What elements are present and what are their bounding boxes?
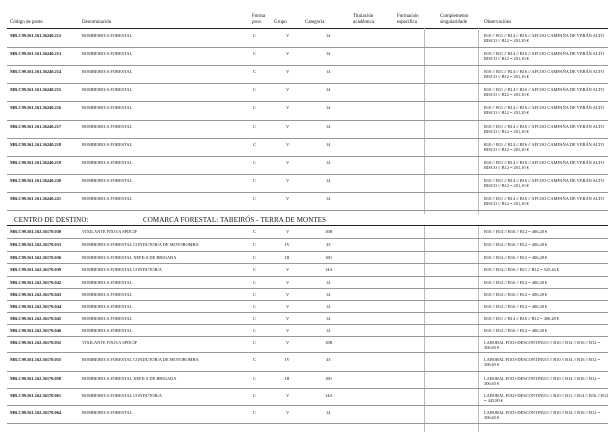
cell-forma: C: [253, 105, 256, 110]
cell-forma: C: [253, 196, 256, 201]
cell-codigo: MR.C99.561.162.36170.030: [10, 229, 62, 234]
cell-forma: C: [253, 69, 256, 74]
cell-observaciones: B10 // B14 // B16 // B12 = 406,28 €: [484, 292, 548, 297]
cell-observaciones: LABORAL FIXO-DESCONTINUO // B10 // B14 // B16 // B12 = 306,65 €: [484, 410, 600, 420]
cell-forma: C: [253, 267, 256, 272]
cell-observaciones: LABORAL FIXO-DESCONTINUO // B10 // B14 // B16 // B12 = 306,65 €: [484, 340, 600, 350]
cell-forma: C: [253, 178, 256, 183]
row-divider: [7, 324, 608, 325]
header-complemento-2: singularidade: [440, 20, 467, 25]
cell-categoria: 14: [326, 196, 331, 201]
cell-observaciones: B10 // B11 // B14 // B16 // AFCOO CAMPAÑA DE VERÁN ALTO RISCO // B12 = 201,10 €: [484, 51, 604, 61]
row-divider: [7, 156, 608, 157]
cell-categoria: 14: [326, 304, 331, 309]
header-formacion-1: Formación: [397, 14, 419, 19]
cell-forma: C: [253, 87, 256, 92]
cell-codigo: MR.C99.561.161.36240.221: [10, 196, 62, 201]
row-divider: [7, 312, 608, 313]
centro-destino-label: CENTRO DE DESTINO:: [14, 216, 89, 224]
cell-forma: C: [253, 410, 256, 415]
cell-codigo: MR.C99.561.162.36170.046: [10, 328, 62, 333]
cell-forma: C: [253, 33, 256, 38]
cell-categoria: 14: [326, 142, 331, 147]
cell-denominacion: BOMBEIRO/A FORESTAL: [82, 178, 133, 183]
row-divider: [7, 83, 608, 84]
cell-grupo: V: [286, 280, 290, 285]
cell-denominacion: BOMBEIRO/A FORESTAL: [82, 316, 133, 321]
cell-denominacion: BOMBEIRO/A FORESTAL: [82, 142, 133, 147]
cell-forma: C: [253, 242, 256, 247]
cell-grupo: V: [286, 316, 290, 321]
cell-grupo: V: [286, 229, 290, 234]
cell-categoria: 14: [326, 178, 331, 183]
cell-observaciones: B10 // B14 // B16 // B12 = 406,28 €: [484, 280, 548, 285]
header-observaciones: Observacións: [484, 20, 512, 25]
row-divider: [7, 192, 608, 193]
cell-grupo: V: [286, 196, 290, 201]
row-divider: [7, 174, 608, 175]
row-divider: [7, 336, 608, 337]
cell-codigo: MR.C99.561.162.36170.064: [10, 410, 62, 415]
column-divider: [424, 28, 425, 214]
cell-categoria: 10B: [325, 340, 333, 345]
cell-forma: C: [253, 316, 256, 321]
row-divider: [7, 101, 608, 102]
cell-forma: C: [253, 304, 256, 309]
row-divider: [7, 120, 608, 121]
cell-grupo: V: [286, 105, 290, 110]
cell-categoria: 14: [326, 87, 331, 92]
cell-denominacion: BOMBEIRO/A FORESTAL: [82, 69, 133, 74]
cell-codigo: MR.C99.561.162.36170.036: [10, 255, 62, 260]
cell-categoria: 14A: [325, 393, 333, 398]
cell-denominacion: BOMBEIRO/A FORESTAL: [82, 410, 133, 415]
cell-observaciones: LABORAL FIXO-DESCONTINUO // B10 // B14 // B16 // B12 = 306,65 €: [484, 357, 600, 367]
cell-observaciones: B10 // B14 // B16 // B12 = 406,28 €: [484, 229, 548, 234]
cell-denominacion: BOMBEIRO/A FORESTAL: [82, 87, 133, 92]
row-divider: [7, 371, 608, 372]
row-divider: [7, 263, 608, 264]
header-titulacion-2: académica: [353, 20, 375, 25]
cell-denominacion: BOMBEIRO/A FORESTAL: [82, 33, 133, 38]
cell-forma: C: [253, 280, 256, 285]
header-complemento-1: Complemento: [440, 14, 469, 19]
cell-denominacion: BOMBEIRO/A FORESTAL: [82, 196, 133, 201]
cell-codigo: MR.C99.561.162.36170.052: [10, 340, 62, 345]
cell-denominacion: BOMBEIRO/A FORESTAL CONDUTOR/A: [82, 393, 162, 398]
cell-observaciones: B10 // B11 // B14 // B16 // AFCOO CAMPAÑA DE VERÁN ALTO RISCO // B12 = 201,10 €: [484, 33, 604, 43]
row-divider: [7, 276, 608, 277]
cell-observaciones: B10 // B11 // B14 // B16 // AFCOO CAMPAÑA DE VERÁN ALTO RISCO // B12 = 201,10 €: [484, 142, 604, 152]
row-divider: [7, 238, 608, 239]
cell-denominacion: BOMBEIRO/A FORESTAL: [82, 160, 133, 165]
cell-grupo: V: [286, 87, 290, 92]
cell-codigo: MR.C99.561.161.36240.217: [10, 124, 62, 129]
cell-categoria: 33: [326, 357, 331, 362]
cell-forma: C: [253, 357, 256, 362]
header-grupo: Grupo: [274, 20, 287, 25]
header-formacion-2: específica: [397, 20, 417, 25]
cell-denominacion: BOMBEIRO/A FORESTAL CONDUTOR/A DE MOTOBOMBA: [82, 357, 199, 362]
cell-grupo: III: [285, 255, 290, 260]
row-divider: [7, 405, 608, 406]
cell-forma: C: [253, 160, 256, 165]
cell-forma: C: [253, 229, 256, 234]
row-divider: [7, 47, 608, 48]
cell-grupo: III: [285, 376, 290, 381]
cell-grupo: V: [286, 292, 290, 297]
cell-observaciones: LABORAL FIXO-DESCONTINUO // B10 // B14 // B16 // B12 = 306,65 €: [484, 376, 600, 386]
cell-denominacion: BOMBEIRO/A FORESTAL CONDUTOR/A DE MOTOBOMBA: [82, 242, 199, 247]
cell-observaciones: B10 // B14 // B16 // B12 = 406,28 €: [484, 242, 548, 247]
cell-codigo: MR.C99.561.162.36170.033: [10, 242, 62, 247]
cell-forma: C: [253, 255, 256, 260]
cell-observaciones: B10 // B11 // B14 // B16 // B12 = 406,28 €: [484, 316, 560, 321]
cell-observaciones: B10 // B14 // B16 // B11 // B12 = 525,44 €: [484, 267, 560, 272]
cell-observaciones: B10 // B14 // B16 // B12 = 406,28 €: [484, 328, 548, 333]
cell-categoria: 14: [326, 105, 331, 110]
cell-denominacion: BOMBEIRO/A FORESTAL: [82, 304, 133, 309]
cell-grupo: V: [286, 410, 290, 415]
cell-denominacion: BOMBEIRO/A FORESTAL: [82, 124, 133, 129]
cell-categoria: 14: [326, 410, 331, 415]
cell-observaciones: B10 // B14 // B16 // B12 = 406,28 €: [484, 255, 548, 260]
header-categoria: Categoría: [305, 20, 325, 25]
cell-grupo: V: [286, 267, 290, 272]
cell-codigo: MR.C99.561.161.36240.215: [10, 87, 62, 92]
cell-observaciones: B10 // B11 // B14 // B16 // AFCOO CAMPAÑA DE VERÁN ALTO RISCO // B12 = 201,10 €: [484, 124, 604, 134]
cell-forma: C: [253, 393, 256, 398]
cell-denominacion: BOMBEIRO/A FORESTAL XEFE/A DE BRIGADA: [82, 255, 177, 260]
row-divider: [7, 423, 608, 424]
row-divider: [7, 288, 608, 289]
cell-codigo: MR.C99.561.162.36170.058: [10, 376, 62, 381]
cell-observaciones: B10 // B11 // B14 // B16 // AFCOO CAMPAÑA DE VERÁN ALTO RISCO // B12 = 201,10 €: [484, 69, 604, 79]
cell-denominacion: BOMBEIRO/A FORESTAL CONDUTOR/A: [82, 267, 162, 272]
cell-observaciones: B10 // B11 // B14 // B16 // AFCOO CAMPAÑA DE VERÁN ALTO RISCO // B12 = 201,10 €: [484, 87, 604, 97]
cell-codigo: MR.C99.561.161.36240.218: [10, 142, 62, 147]
centro-divider: [7, 225, 608, 226]
cell-grupo: V: [286, 142, 290, 147]
cell-denominacion: BOMBEIRO/A FORESTAL XEFE/A DE BRIGADA: [82, 376, 177, 381]
cell-codigo: MR.C99.561.162.36170.045: [10, 316, 62, 321]
cell-forma: C: [253, 124, 256, 129]
cell-observaciones: LABORAL FIXO-DESCONTINUO // B10 // B11 // B14 // B16 // B12 = 445,80 €: [484, 393, 609, 403]
cell-grupo: V: [286, 340, 290, 345]
cell-categoria: 14: [326, 292, 331, 297]
header-codigo: Código de posto: [10, 20, 43, 25]
cell-grupo: V: [286, 124, 290, 129]
cell-codigo: MR.C99.561.161.36240.220: [10, 178, 62, 183]
column-divider: [424, 226, 425, 432]
cell-forma: C: [253, 292, 256, 297]
cell-denominacion: VIXILANTE FIXO/A SPDCIF: [82, 340, 138, 345]
cell-codigo: MR.C99.561.162.36170.039: [10, 267, 62, 272]
header-denominacion: Denominación: [82, 20, 112, 25]
row-divider: [7, 251, 608, 252]
cell-observaciones: B10 // B11 // B14 // B16 // AFCOO CAMPAÑA DE VERÁN ALTO RISCO // B12 = 201,10 €: [484, 160, 604, 170]
cell-grupo: V: [286, 328, 290, 333]
header-forma-1: Forma: [252, 14, 266, 19]
cell-observaciones: B10 // B11 // B14 // B16 // AFCOO CAMPAÑA DE VERÁN ALTO RISCO // B12 = 201,10 €: [484, 178, 604, 188]
row-divider: [7, 300, 608, 301]
cell-categoria: 14: [326, 51, 331, 56]
cell-observaciones: B10 // B11 // B14 // B16 // AFCOO CAMPAÑA DE VERÁN ALTO RISCO // B12 = 201,10 €: [484, 105, 604, 115]
cell-categoria: 100: [325, 376, 332, 381]
cell-grupo: V: [286, 69, 290, 74]
column-divider: [478, 226, 479, 432]
cell-denominacion: VIXILANTE FIXO/A SPDCIF: [82, 229, 138, 234]
cell-codigo: MR.C99.561.161.36240.213: [10, 51, 62, 56]
cell-categoria: 14: [326, 160, 331, 165]
cell-grupo: V: [286, 304, 290, 309]
cell-forma: C: [253, 142, 256, 147]
cell-denominacion: BOMBEIRO/A FORESTAL: [82, 280, 133, 285]
cell-denominacion: BOMBEIRO/A FORESTAL: [82, 51, 133, 56]
cell-codigo: MR.C99.561.162.36170.042: [10, 280, 62, 285]
header-forma-2: prov.: [252, 20, 263, 25]
column-divider: [478, 28, 479, 214]
cell-categoria: 100: [325, 255, 332, 260]
cell-codigo: MR.C99.561.162.36170.055: [10, 357, 62, 362]
cell-observaciones: B10 // B11 // B14 // B16 // AFCOO CAMPAÑA DE VERÁN ALTO RISCO // B12 = 201,10 €: [484, 196, 604, 206]
cell-observaciones: B10 // B14 // B16 // B12 = 406,28 €: [484, 304, 548, 309]
cell-codigo: MR.C99.561.161.36240.219: [10, 160, 62, 165]
cell-categoria: 33: [326, 242, 331, 247]
cell-grupo: V: [286, 178, 290, 183]
row-divider: [7, 352, 608, 353]
cell-grupo: IV: [285, 357, 290, 362]
row-divider: [7, 138, 608, 139]
cell-categoria: 14: [326, 280, 331, 285]
cell-codigo: MR.C99.561.162.36170.061: [10, 393, 62, 398]
cell-categoria: 10B: [325, 229, 333, 234]
cell-denominacion: BOMBEIRO/A FORESTAL: [82, 328, 133, 333]
cell-categoria: 14A: [325, 267, 333, 272]
cell-forma: C: [253, 328, 256, 333]
cell-categoria: 14: [326, 124, 331, 129]
cell-forma: C: [253, 376, 256, 381]
cell-codigo: MR.C99.561.162.36170.044: [10, 304, 62, 309]
cell-grupo: IV: [285, 242, 290, 247]
cell-grupo: V: [286, 51, 290, 56]
cell-forma: C: [253, 51, 256, 56]
cell-codigo: MR.C99.561.161.36240.212: [10, 33, 62, 38]
cell-denominacion: BOMBEIRO/A FORESTAL: [82, 292, 133, 297]
cell-codigo: MR.C99.561.161.36240.214: [10, 69, 62, 74]
header-titulacion-1: Titulación: [353, 14, 374, 19]
cell-codigo: MR.C99.561.162.36170.043: [10, 292, 62, 297]
cell-grupo: V: [286, 393, 290, 398]
cell-grupo: V: [286, 160, 290, 165]
cell-grupo: V: [286, 33, 290, 38]
header-divider: [7, 28, 608, 29]
cell-categoria: 14: [326, 69, 331, 74]
cell-denominacion: BOMBEIRO/A FORESTAL: [82, 105, 133, 110]
row-divider: [7, 388, 608, 389]
centro-destino-name: COMARCA FORESTAL: TABEIRÓS - TERRA DE MONTES: [143, 216, 327, 224]
cell-codigo: MR.C99.561.161.36240.216: [10, 105, 62, 110]
row-divider: [7, 210, 608, 211]
cell-categoria: 14: [326, 316, 331, 321]
cell-categoria: 14: [326, 33, 331, 38]
cell-categoria: 14: [326, 328, 331, 333]
cell-forma: C: [253, 340, 256, 345]
row-divider: [7, 65, 608, 66]
